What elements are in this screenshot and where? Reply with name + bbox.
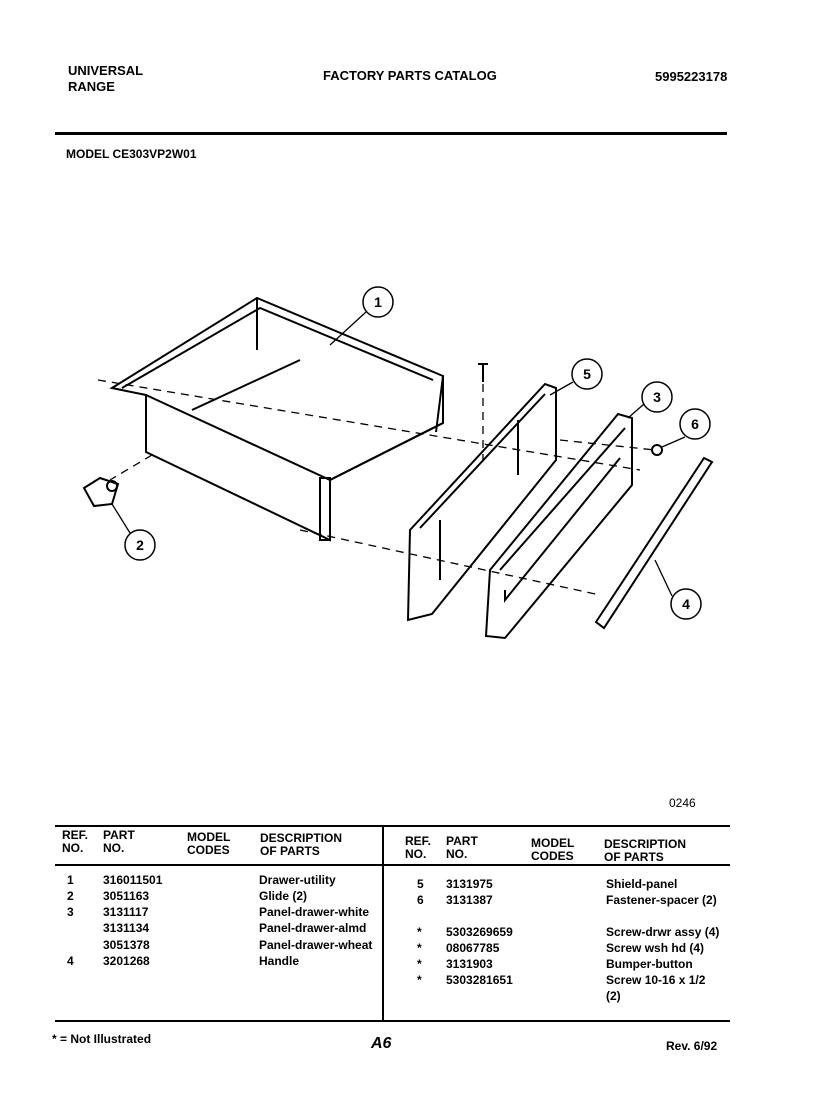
header-part-right <box>446 835 478 861</box>
parts-row-desc: Drawer-utility <box>259 873 336 887</box>
parts-row-ref: * <box>417 925 422 939</box>
parts-row-part: 3131387 <box>446 893 493 907</box>
revision: Rev. 6/92 <box>666 1039 718 1053</box>
parts-row-ref: 5 <box>417 877 424 891</box>
header-part-line2: NO. <box>446 847 468 861</box>
header-ref-line2: NO. <box>62 841 84 855</box>
parts-row-part: 5303281651 <box>446 973 513 987</box>
parts-row-desc: Screw-drwr assy (4) <box>606 925 720 939</box>
table-divider <box>382 825 384 1021</box>
table-header-rule <box>55 864 730 866</box>
callout-3-label: 3 <box>653 389 661 405</box>
table-bottom-rule <box>55 1020 730 1022</box>
drawer-part <box>112 298 443 540</box>
callout-5-label: 5 <box>583 366 591 382</box>
parts-row-desc: Panel-drawer-wheat <box>259 938 373 952</box>
parts-row-desc: Screw wsh hd (4) <box>606 941 705 955</box>
parts-row-desc: Screw 10-16 x 1/2 <box>606 973 706 987</box>
parts-row-part: 3131975 <box>446 877 493 891</box>
header-desc-line1: DESCRIPTION <box>604 837 687 851</box>
parts-row-ref: 2 <box>67 889 74 903</box>
parts-row-ref: 3 <box>67 905 74 919</box>
header-desc-line2: OF PARTS <box>604 850 664 864</box>
parts-row-ref: * <box>417 973 422 987</box>
header-desc-line1: DESCRIPTION <box>260 831 343 845</box>
parts-row-ref: 4 <box>67 954 74 968</box>
header-model-line2: CODES <box>187 843 230 857</box>
model-label: MODEL CE303VP2W01 <box>66 147 197 161</box>
header-model-right <box>531 837 574 863</box>
header-model-line1: MODEL <box>187 830 231 844</box>
header-ref-right <box>405 835 431 861</box>
parts-row-part: 3201268 <box>103 954 150 968</box>
brand-line2: RANGE <box>68 79 115 94</box>
callout-6-label: 6 <box>691 416 699 432</box>
fastener-part <box>652 445 662 455</box>
figure-code: 0246 <box>669 796 696 810</box>
parts-row-part: 3131117 <box>103 905 149 919</box>
parts-row-part: 3131903 <box>446 957 493 971</box>
header-ref <box>62 829 88 855</box>
glide-part <box>84 478 118 506</box>
parts-row-part: 3051378 <box>103 938 150 952</box>
callout-2-label: 2 <box>136 537 144 553</box>
header-ref-line2: NO. <box>405 847 427 861</box>
header-part-line2: NO. <box>103 841 125 855</box>
header-desc <box>260 832 342 858</box>
brand-line1: UNIVERSAL <box>68 63 144 78</box>
parts-row-part: 3051163 <box>103 889 150 903</box>
header-desc-line2: OF PARTS <box>260 844 320 858</box>
parts-row-desc: Bumper-button <box>606 957 693 971</box>
header-part-line1: PART <box>446 834 478 848</box>
parts-row-desc: Fastener-spacer (2) <box>606 893 717 907</box>
callout-4-label: 4 <box>682 596 690 612</box>
header-part <box>103 829 135 855</box>
header-ref-line1: REF. <box>62 828 89 842</box>
parts-row-part: 3131134 <box>103 921 150 935</box>
parts-row-desc: (2) <box>606 989 621 1003</box>
header-ref-line1: REF. <box>405 834 432 848</box>
parts-row-desc: Panel-drawer-almd <box>259 921 367 935</box>
parts-row-desc: Glide (2) <box>259 889 308 903</box>
parts-row-desc: Shield-panel <box>606 877 678 891</box>
parts-row-ref: * <box>417 941 422 955</box>
header-part-line1: PART <box>103 828 135 842</box>
parts-row-desc: Handle <box>259 954 300 968</box>
table-top-rule <box>55 825 730 827</box>
not-illustrated-note: * = Not Illustrated <box>52 1032 152 1046</box>
parts-row-part: 5303269659 <box>446 925 513 939</box>
header-model-line2: CODES <box>531 849 574 863</box>
header-model-line1: MODEL <box>531 836 575 850</box>
catalog-title: FACTORY PARTS CATALOG <box>323 68 497 83</box>
screw-part <box>478 364 488 382</box>
parts-row-desc: Panel-drawer-white <box>259 905 370 919</box>
page-number: A6 <box>371 1035 392 1052</box>
parts-row-ref: 1 <box>67 873 74 887</box>
catalog-number: 5995223178 <box>655 69 728 84</box>
parts-row-part: 08067785 <box>446 941 500 955</box>
parts-row-ref: 6 <box>417 893 424 907</box>
parts-row-ref: * <box>417 957 422 971</box>
header-model <box>187 831 230 857</box>
header-desc-right <box>604 838 686 864</box>
callout-1-label: 1 <box>374 294 382 310</box>
parts-row-part: 316011501 <box>103 873 163 887</box>
